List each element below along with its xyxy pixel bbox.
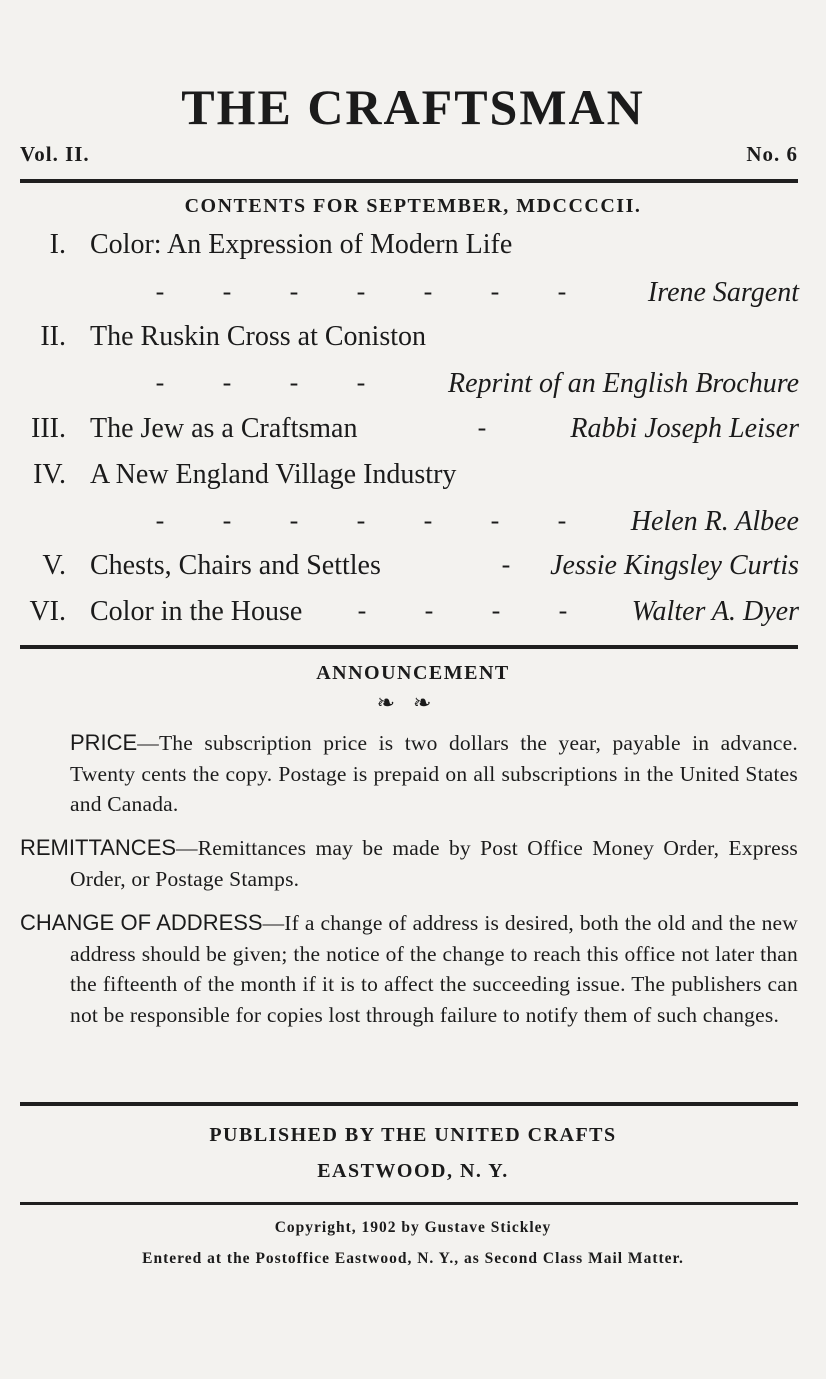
announcement-rule bbox=[20, 1102, 798, 1106]
entry-numeral: I. bbox=[49, 229, 66, 260]
remittances-paragraph bbox=[20, 833, 798, 894]
entry-author: Helen R. Albee bbox=[630, 506, 799, 537]
entry-author: Reprint of an English Brochure bbox=[448, 368, 799, 399]
paragraph-text: —Remittances may be made by Post Office Money Order, Express Order, or Postage Stamps. bbox=[70, 836, 798, 891]
leader-dashes: - bbox=[501, 550, 511, 579]
entry-title: Color in the House bbox=[90, 596, 303, 627]
paragraph-label: CHANGE OF ADDRESS bbox=[20, 910, 263, 935]
paragraph-text: —If a change of address is desired, both the old and the new address should be given; the notice of the change to reach this office not later than the fifteenth of the month if it is to affect the succeeding issue. The publishers can not be responsible for copies lost through failure to notify them of such changes. bbox=[70, 911, 798, 1027]
entry-title: A New England Village Industry bbox=[90, 459, 457, 490]
entry-numeral: III. bbox=[31, 413, 66, 444]
leader-dashes: - - - - bbox=[357, 596, 568, 625]
announcement-heading: ANNOUNCEMENT bbox=[316, 662, 510, 684]
contents-heading: CONTENTS FOR SEPTEMBER, MDCCCCII. bbox=[184, 195, 642, 217]
publisher-line: PUBLISHED BY THE UNITED CRAFTS bbox=[209, 1124, 617, 1146]
entry-title: Color: An Expression of Modern Life bbox=[90, 229, 513, 260]
postal-entry-notice: Entered at the Postoffice Eastwood, N. Y., as Second Class Mail Matter. bbox=[142, 1250, 684, 1267]
header-rule bbox=[20, 179, 798, 183]
entry-author: Rabbi Joseph Leiser bbox=[570, 413, 799, 444]
entry-author: Jessie Kingsley Curtis bbox=[550, 550, 799, 581]
change-of-address-paragraph bbox=[20, 908, 798, 1030]
magazine-title: THE CRAFTSMAN bbox=[181, 79, 645, 135]
publisher-location: EASTWOOD, N. Y. bbox=[317, 1160, 509, 1182]
leader-dashes: - - - - bbox=[155, 368, 366, 397]
entry-author: Walter A. Dyer bbox=[631, 596, 799, 627]
paragraph-text: —The subscription price is two dollars the year, payable in advance. Twenty cents the copy. Postage is prepaid on all subscriptions in the United States and Canada. bbox=[70, 731, 798, 816]
entry-title: Chests, Chairs and Settles bbox=[90, 550, 381, 581]
copyright-notice: Copyright, 1902 by Gustave Stickley bbox=[274, 1219, 552, 1236]
entry-numeral: VI. bbox=[29, 596, 66, 627]
volume-number: Vol. II. bbox=[20, 142, 90, 166]
paragraph-label: PRICE bbox=[70, 730, 138, 755]
entry-title: The Ruskin Cross at Coniston bbox=[90, 321, 427, 352]
entry-numeral: V. bbox=[42, 550, 66, 581]
leader-dashes: - - - - - - - bbox=[155, 277, 567, 306]
entry-title: The Jew as a Craftsman bbox=[90, 413, 358, 444]
leader-dashes: - bbox=[477, 413, 487, 442]
entry-numeral: II. bbox=[40, 321, 66, 352]
leaf-ornament-icon: ❧❧ bbox=[376, 690, 450, 715]
entry-author: Irene Sargent bbox=[647, 277, 799, 308]
issue-number: No. 6 bbox=[746, 142, 798, 166]
publisher-rule bbox=[20, 1202, 798, 1205]
paragraph-label: REMITTANCES bbox=[20, 835, 177, 860]
entry-numeral: IV. bbox=[33, 459, 66, 490]
price-paragraph bbox=[20, 728, 798, 820]
contents-rule bbox=[20, 645, 798, 649]
leader-dashes: - - - - - - - bbox=[155, 506, 567, 535]
